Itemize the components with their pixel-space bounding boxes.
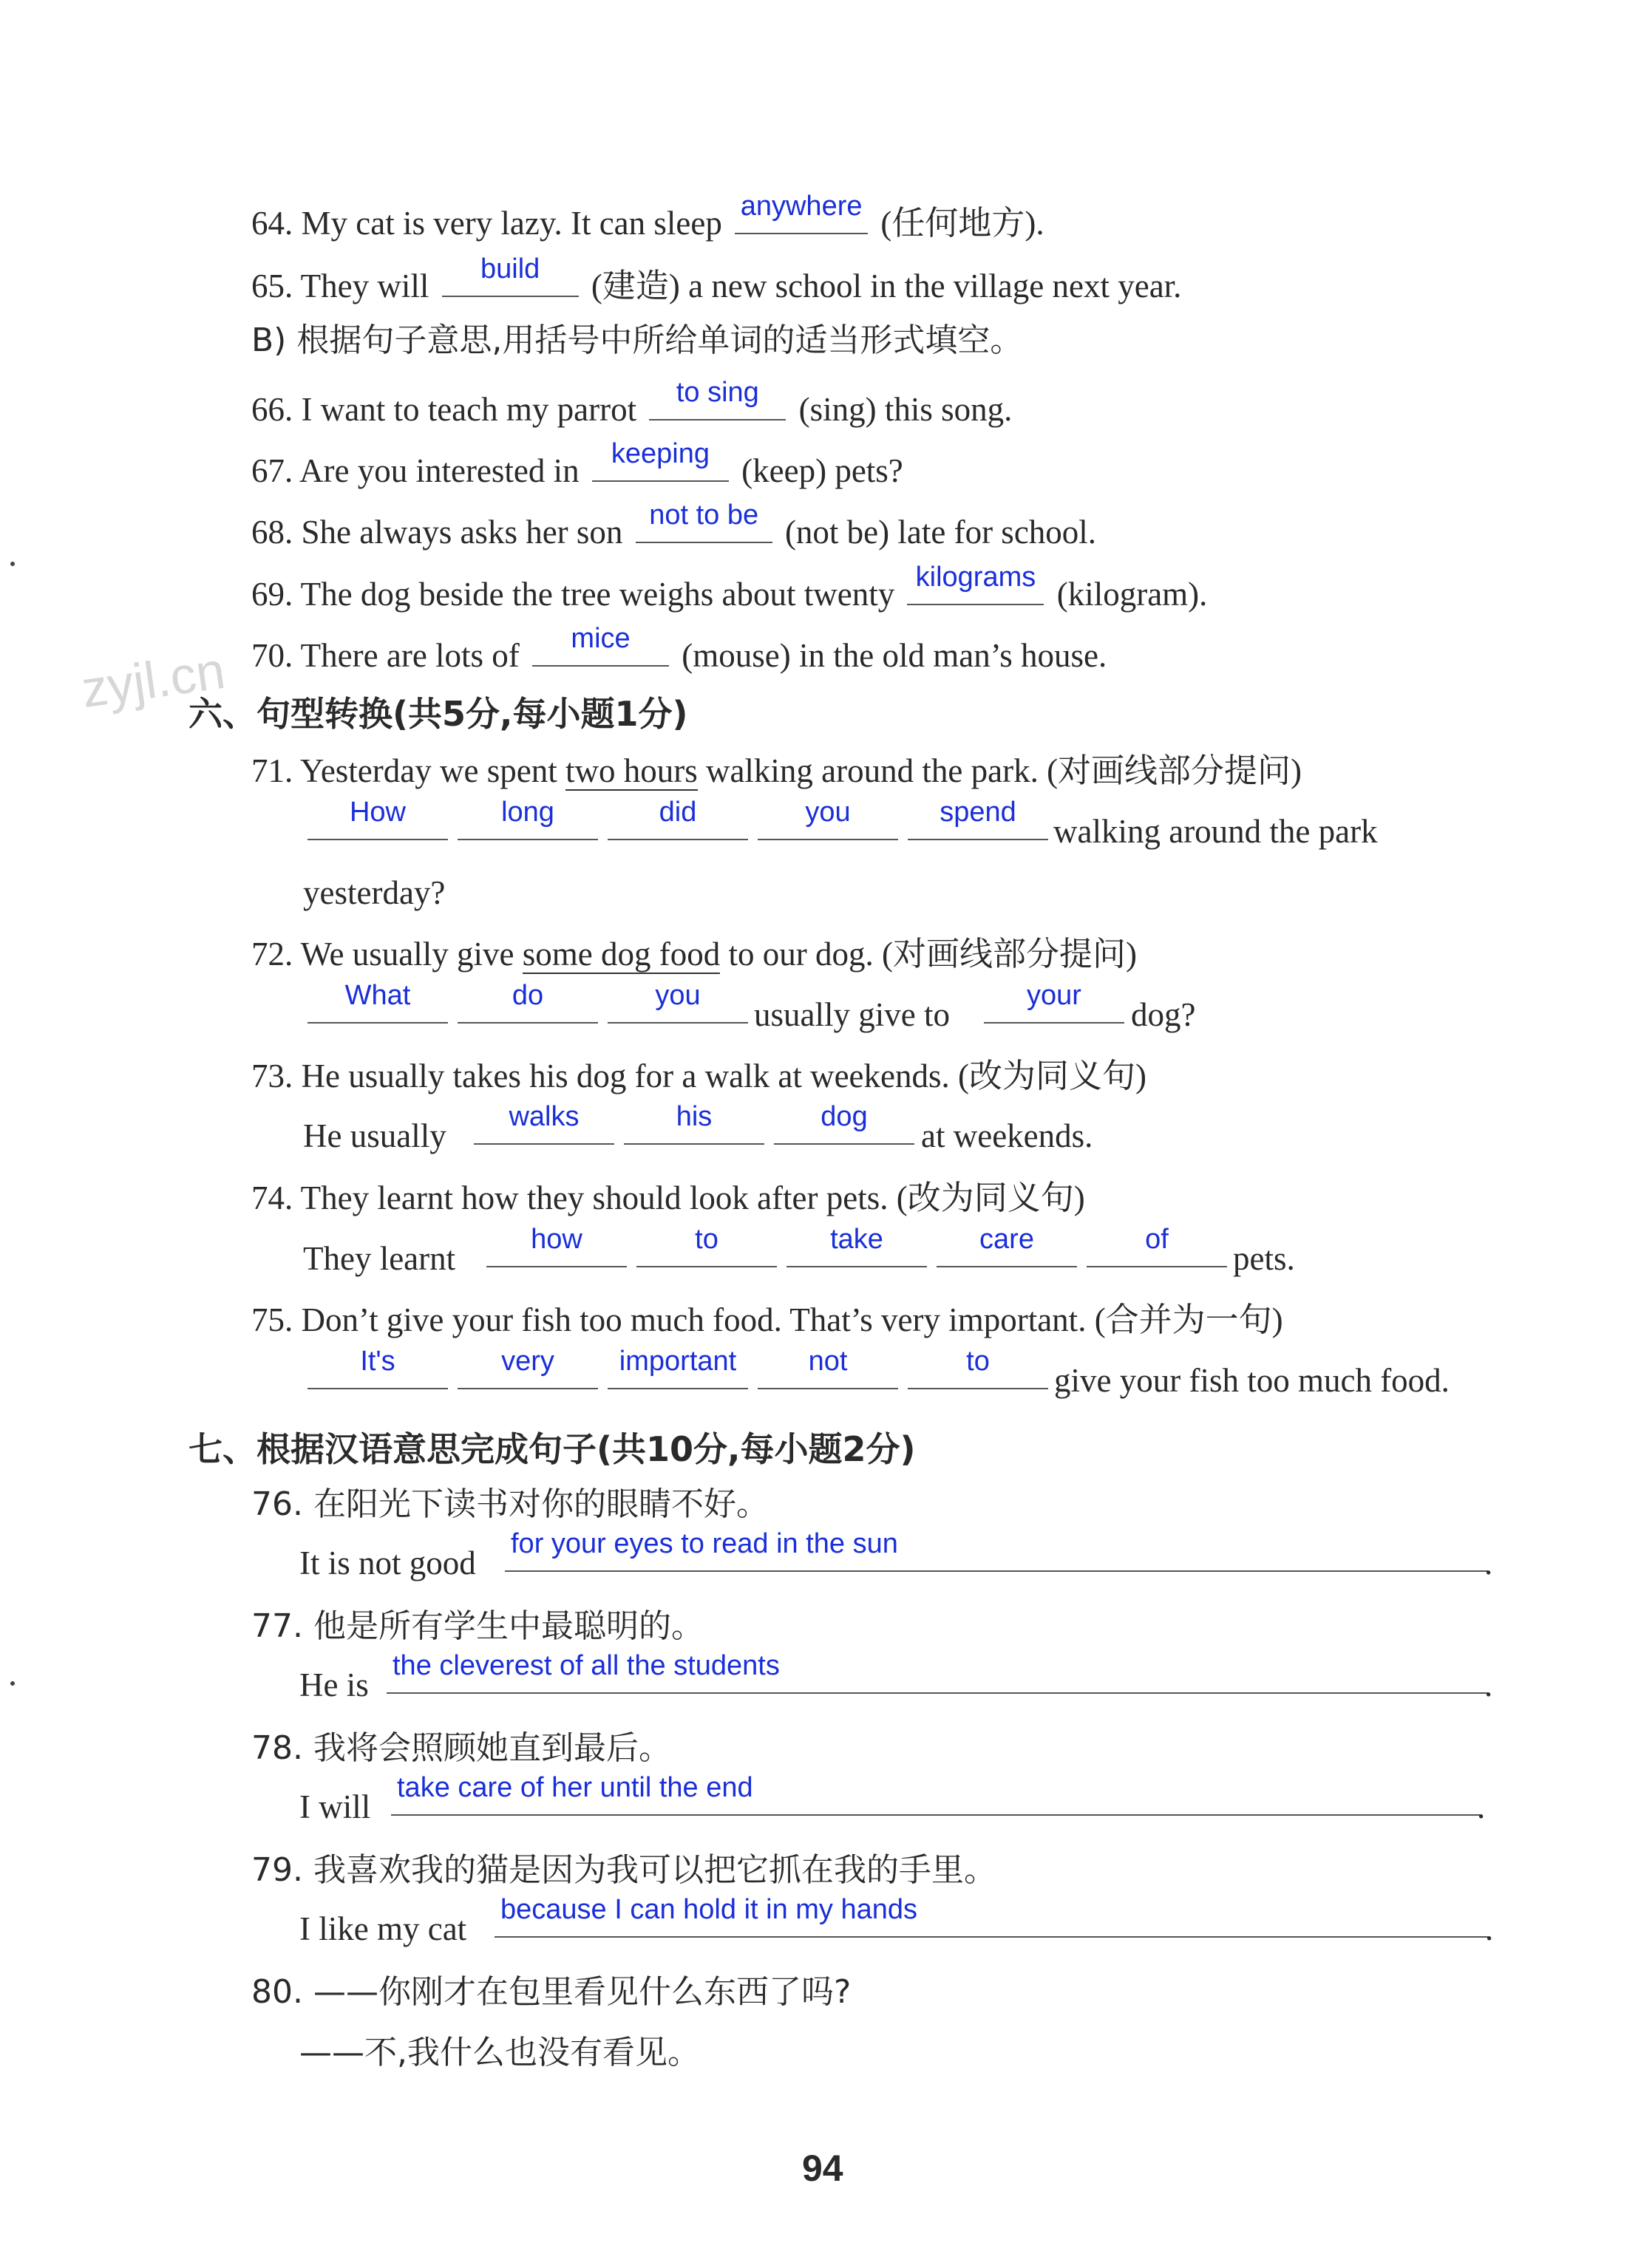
question-70 [251,623,1107,676]
question-text: (任何地方). [880,205,1044,242]
question-77-prompt: 77. 他是所有学生中最聪明的。 [251,1607,704,1645]
answer-text: the cleverest of all the students [393,1650,780,1681]
answer-blank[interactable] [624,1101,764,1145]
answer-blank[interactable] [608,1346,748,1389]
answer-blank[interactable] [908,1346,1048,1389]
question-text: I will [299,1788,371,1825]
answer-blank[interactable] [391,1772,1481,1816]
question-text: 64. My cat is very lazy. It can sleep [251,205,722,242]
answer-blank[interactable] [907,562,1044,605]
answer-text: long [501,797,554,828]
answer-text: anywhere [740,191,863,222]
answer-blank[interactable] [592,438,729,482]
question-77-answer-row [299,1650,1512,1703]
question-text: I like my cat [299,1910,467,1947]
question-text: 69. The dog beside the tree weighs about twenty [251,576,895,613]
answer-text: you [805,797,851,828]
answer-text: not to be [649,500,759,531]
question-text: pets. [1233,1240,1295,1277]
question-text: dog? [1131,996,1196,1033]
question-79-prompt: 79. 我喜欢我的猫是因为我可以把它抓在我的手里。 [251,1851,996,1889]
answer-blank[interactable] [458,797,598,840]
answer-text: take care of her until the end [397,1772,753,1803]
question-75-answers [303,1346,1515,1399]
question-text: 68. She always asks her son [251,514,623,551]
answer-text: keeping [611,438,710,469]
question-68 [251,500,1097,553]
answer-text: to [695,1224,718,1255]
answer-text: spend [940,797,1016,828]
question-79-answer-row [299,1894,1512,1947]
margin-dot [10,562,15,566]
answer-text: very [501,1346,554,1377]
answer-text: dog [820,1101,868,1132]
question-text: It is not good [299,1545,476,1581]
answer-text: for your eyes to read in the sun [511,1528,898,1559]
answer-text: build [480,253,540,285]
answer-text: to sing [676,377,759,408]
answer-text: How [349,797,407,828]
answer-text: do [512,980,544,1011]
period: . [1477,1788,1486,1825]
answer-blank[interactable] [984,980,1124,1024]
period: . [1485,1910,1494,1947]
answer-blank[interactable] [474,1101,614,1145]
answer-blank[interactable] [937,1224,1077,1267]
answer-text: care [979,1224,1034,1255]
answer-blank[interactable] [308,980,448,1024]
answer-blank[interactable] [532,623,669,667]
question-text: He is [299,1666,369,1703]
answer-blank[interactable] [458,980,598,1024]
question-66 [251,377,1013,430]
question-text: 65. They will [251,268,429,304]
answer-text: It's [360,1346,395,1377]
question-64 [251,191,1044,244]
question-text: (not be) late for school. [784,514,1097,551]
answer-blank[interactable] [774,1101,914,1145]
answer-blank[interactable] [308,797,448,840]
question-74-answers [303,1224,1486,1277]
question-75: 75. Don’t give your fish too much food. That’s very important. (合并为一句) [251,1301,1283,1338]
question-text: They learnt [303,1240,456,1277]
answer-text: not [808,1346,848,1377]
answer-blank[interactable] [649,377,786,420]
answer-text: important [619,1346,737,1377]
question-67 [251,438,903,491]
period: . [1484,1545,1493,1581]
question-80-line-2: ——不,我什么也没有看见。 [299,2034,700,2071]
question-text: (mouse) in the old man’s house. [682,637,1107,674]
question-76-prompt: 76. 在阳光下读书对你的眼睛不好。 [251,1485,769,1523]
answer-blank[interactable] [636,1224,777,1267]
underlined-phrase: some dog food [522,936,721,973]
answer-blank[interactable] [908,797,1048,840]
question-text: (kilogram). [1056,576,1208,613]
watermark: zyjl.cn [78,641,228,719]
question-text: (sing) this song. [798,391,1013,428]
question-78-answer-row [299,1772,1512,1825]
question-text: at weekends. [921,1117,1093,1154]
question-73: 73. He usually takes his dog for a walk at weekends. (改为同义句) [251,1058,1146,1094]
question-80-line-1: 80. ——你刚才在包里看见什么东西了吗? [251,1973,852,2011]
question-text: walking around the park. (对画线部分提问) [705,752,1302,789]
answer-blank[interactable] [735,191,868,234]
answer-text: his [676,1101,713,1132]
question-text: 66. I want to teach my parrot [251,391,637,428]
question-73-answers [303,1101,1486,1154]
page-number: 94 [802,2148,843,2189]
answer-text: take [830,1224,883,1255]
question-72 [251,933,1137,975]
answer-blank[interactable] [758,1346,898,1389]
answer-text: kilograms [915,562,1036,593]
question-71-tail: yesterday? [303,874,446,911]
answer-blank[interactable] [758,797,898,840]
answer-blank[interactable] [308,1346,448,1389]
answer-text: What [344,980,411,1011]
answer-blank[interactable] [636,500,772,543]
period: . [1484,1666,1493,1703]
answer-text: how [531,1224,582,1255]
question-text: give your fish too much food. [1054,1362,1450,1399]
answer-blank[interactable] [458,1346,598,1389]
answer-text: you [655,980,701,1011]
question-72-answers [303,980,1486,1033]
answer-blank[interactable] [495,1894,1489,1938]
question-74: 74. They learnt how they should look after pets. (改为同义句) [251,1179,1085,1216]
answer-blank[interactable] [1087,1224,1227,1267]
section-7-heading: 七、根据汉语意思完成句子(共10分,每小题2分) [188,1429,916,1469]
question-71 [251,750,1302,791]
answer-text: walks [509,1101,580,1132]
question-76-answer-row [299,1528,1512,1581]
question-text: 71. Yesterday we spent [251,752,557,789]
answer-text: your [1027,980,1081,1011]
question-text: He usually [303,1117,446,1154]
section-6-heading: 六、句型转换(共5分,每小题1分) [188,694,688,734]
answer-text: because I can hold it in my hands [500,1894,918,1925]
question-text: (keep) pets? [741,452,903,489]
answer-text: of [1145,1224,1169,1255]
question-71-answers [303,797,1486,850]
answer-blank[interactable] [608,980,748,1024]
section-b-instruction: B) 根据句子意思,用括号中所给单词的适当形式填空。 [251,321,1023,359]
question-text: walking around the park [1053,813,1378,850]
answer-blank[interactable] [442,253,579,297]
question-text: to our dog. (对画线部分提问) [728,936,1137,973]
margin-dot [10,1681,15,1686]
question-65 [251,253,1182,307]
question-text: (建造) a new school in the village next year. [591,268,1182,304]
answer-text: to [966,1346,990,1377]
answer-blank[interactable] [486,1224,627,1267]
question-text: 67. Are you interested in [251,452,580,489]
question-text: usually give to [754,996,950,1033]
answer-blank[interactable] [786,1224,927,1267]
question-text: 72. We usually give [251,936,514,973]
question-78-prompt: 78. 我将会照顾她直到最后。 [251,1729,671,1767]
answer-text: did [659,797,697,828]
question-69 [251,562,1208,615]
answer-text: mice [571,623,631,654]
answer-blank[interactable] [505,1528,1488,1572]
answer-blank[interactable] [387,1650,1488,1694]
answer-blank[interactable] [608,797,748,840]
question-text: 70. There are lots of [251,637,520,674]
underlined-phrase: two hours [565,752,698,789]
